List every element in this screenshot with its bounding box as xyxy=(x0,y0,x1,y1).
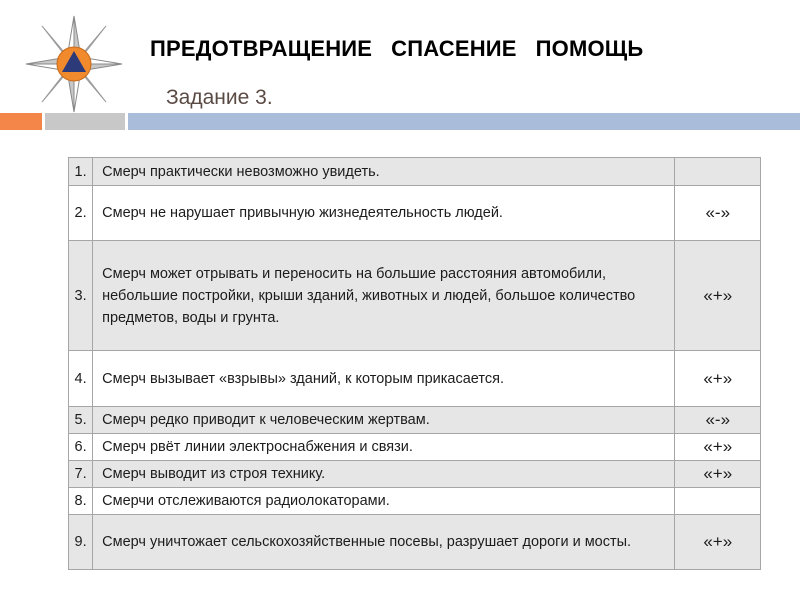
table-row xyxy=(69,241,761,351)
row-number: 2. xyxy=(69,186,93,241)
row-mark: «+» xyxy=(675,241,761,351)
table-row xyxy=(69,186,761,241)
row-number: 5. xyxy=(69,407,93,434)
row-statement: Смерчи отслеживаются радиолокаторами. xyxy=(93,488,675,515)
table-row xyxy=(69,488,761,515)
emergency-emblem-icon xyxy=(22,12,126,116)
row-statement: Смерч не нарушает привычную жизнедеятельность людей. xyxy=(93,186,675,241)
row-mark: «+» xyxy=(675,351,761,407)
row-mark: «+» xyxy=(675,461,761,488)
row-number: 7. xyxy=(69,461,93,488)
row-statement: Смерч редко приводит к человеческим жертвам. xyxy=(93,407,675,434)
row-statement: Смерч выводит из строя технику. xyxy=(93,461,675,488)
row-statement: Смерч уничтожает сельскохозяйственные посевы, разрушает дороги и мосты. xyxy=(93,515,675,570)
table-row xyxy=(69,461,761,488)
accent-bar-orange xyxy=(0,113,42,130)
table-row xyxy=(69,351,761,407)
table-row xyxy=(69,515,761,570)
row-statement: Смерч практически невозможно увидеть. xyxy=(93,158,675,186)
accent-bar-blue xyxy=(128,113,800,130)
task-title: Задание 3. xyxy=(166,86,273,109)
row-statement: Смерч вызывает «взрывы» зданий, к которым прикасается. xyxy=(93,351,675,407)
statements-table xyxy=(68,157,761,570)
row-mark xyxy=(675,158,761,186)
row-number: 1. xyxy=(69,158,93,186)
row-number: 8. xyxy=(69,488,93,515)
row-number: 9. xyxy=(69,515,93,570)
row-number: 6. xyxy=(69,434,93,461)
row-mark: «+» xyxy=(675,515,761,570)
emergency-emblem xyxy=(22,12,126,116)
row-number: 3. xyxy=(69,241,93,351)
row-number: 4. xyxy=(69,351,93,407)
row-mark: «-» xyxy=(675,407,761,434)
row-statement: Смерч может отрывать и переносить на большие расстояния автомобили, небольшие постройки, крыши зданий, животных и людей, большое количество предметов, воды и грунта. xyxy=(93,241,675,351)
row-mark: «-» xyxy=(675,186,761,241)
slogan: ПРЕДОТВРАЩЕНИЕ СПАСЕНИЕ ПОМОЩЬ xyxy=(150,36,644,61)
row-mark: «+» xyxy=(675,434,761,461)
table-row xyxy=(69,434,761,461)
table-row xyxy=(69,407,761,434)
row-statement: Смерч рвёт линии электроснабжения и связи. xyxy=(93,434,675,461)
row-mark xyxy=(675,488,761,515)
table-row xyxy=(69,158,761,186)
accent-bar-gray xyxy=(45,113,125,130)
